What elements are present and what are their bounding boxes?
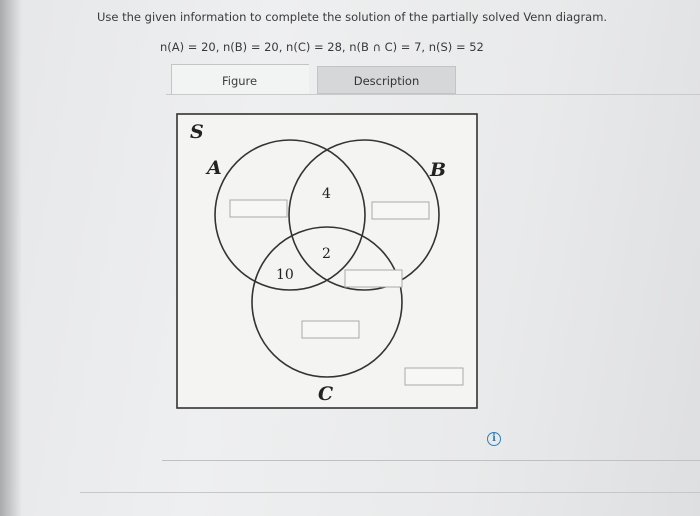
value-a-c-only: 10 (276, 267, 294, 283)
input-b-c-only[interactable] (345, 270, 402, 287)
divider-line-lower (80, 492, 700, 493)
input-a-only[interactable] (230, 200, 287, 217)
input-b-only[interactable] (372, 202, 429, 219)
divider-line (162, 460, 700, 461)
label-set-c: C (318, 383, 334, 405)
tab-description[interactable]: Description (317, 66, 456, 94)
tab-figure-label: Figure (222, 74, 258, 88)
label-set-b: B (430, 159, 447, 181)
input-outside[interactable] (405, 368, 463, 385)
value-a-b-only: 4 (322, 186, 331, 202)
given-information: n(A) = 20, n(B) = 20, n(C) = 28, n(B ∩ C) = 7, n(S) = 52 (160, 40, 484, 54)
input-c-only[interactable] (302, 321, 359, 338)
info-icon[interactable]: i (487, 432, 501, 446)
label-set-a: A (207, 157, 222, 179)
instruction-text: Use the given information to complete the solution of the partially solved Venn diagram. (97, 10, 608, 24)
value-a-b-c: 2 (322, 246, 331, 262)
label-universe-s: S (190, 121, 204, 143)
